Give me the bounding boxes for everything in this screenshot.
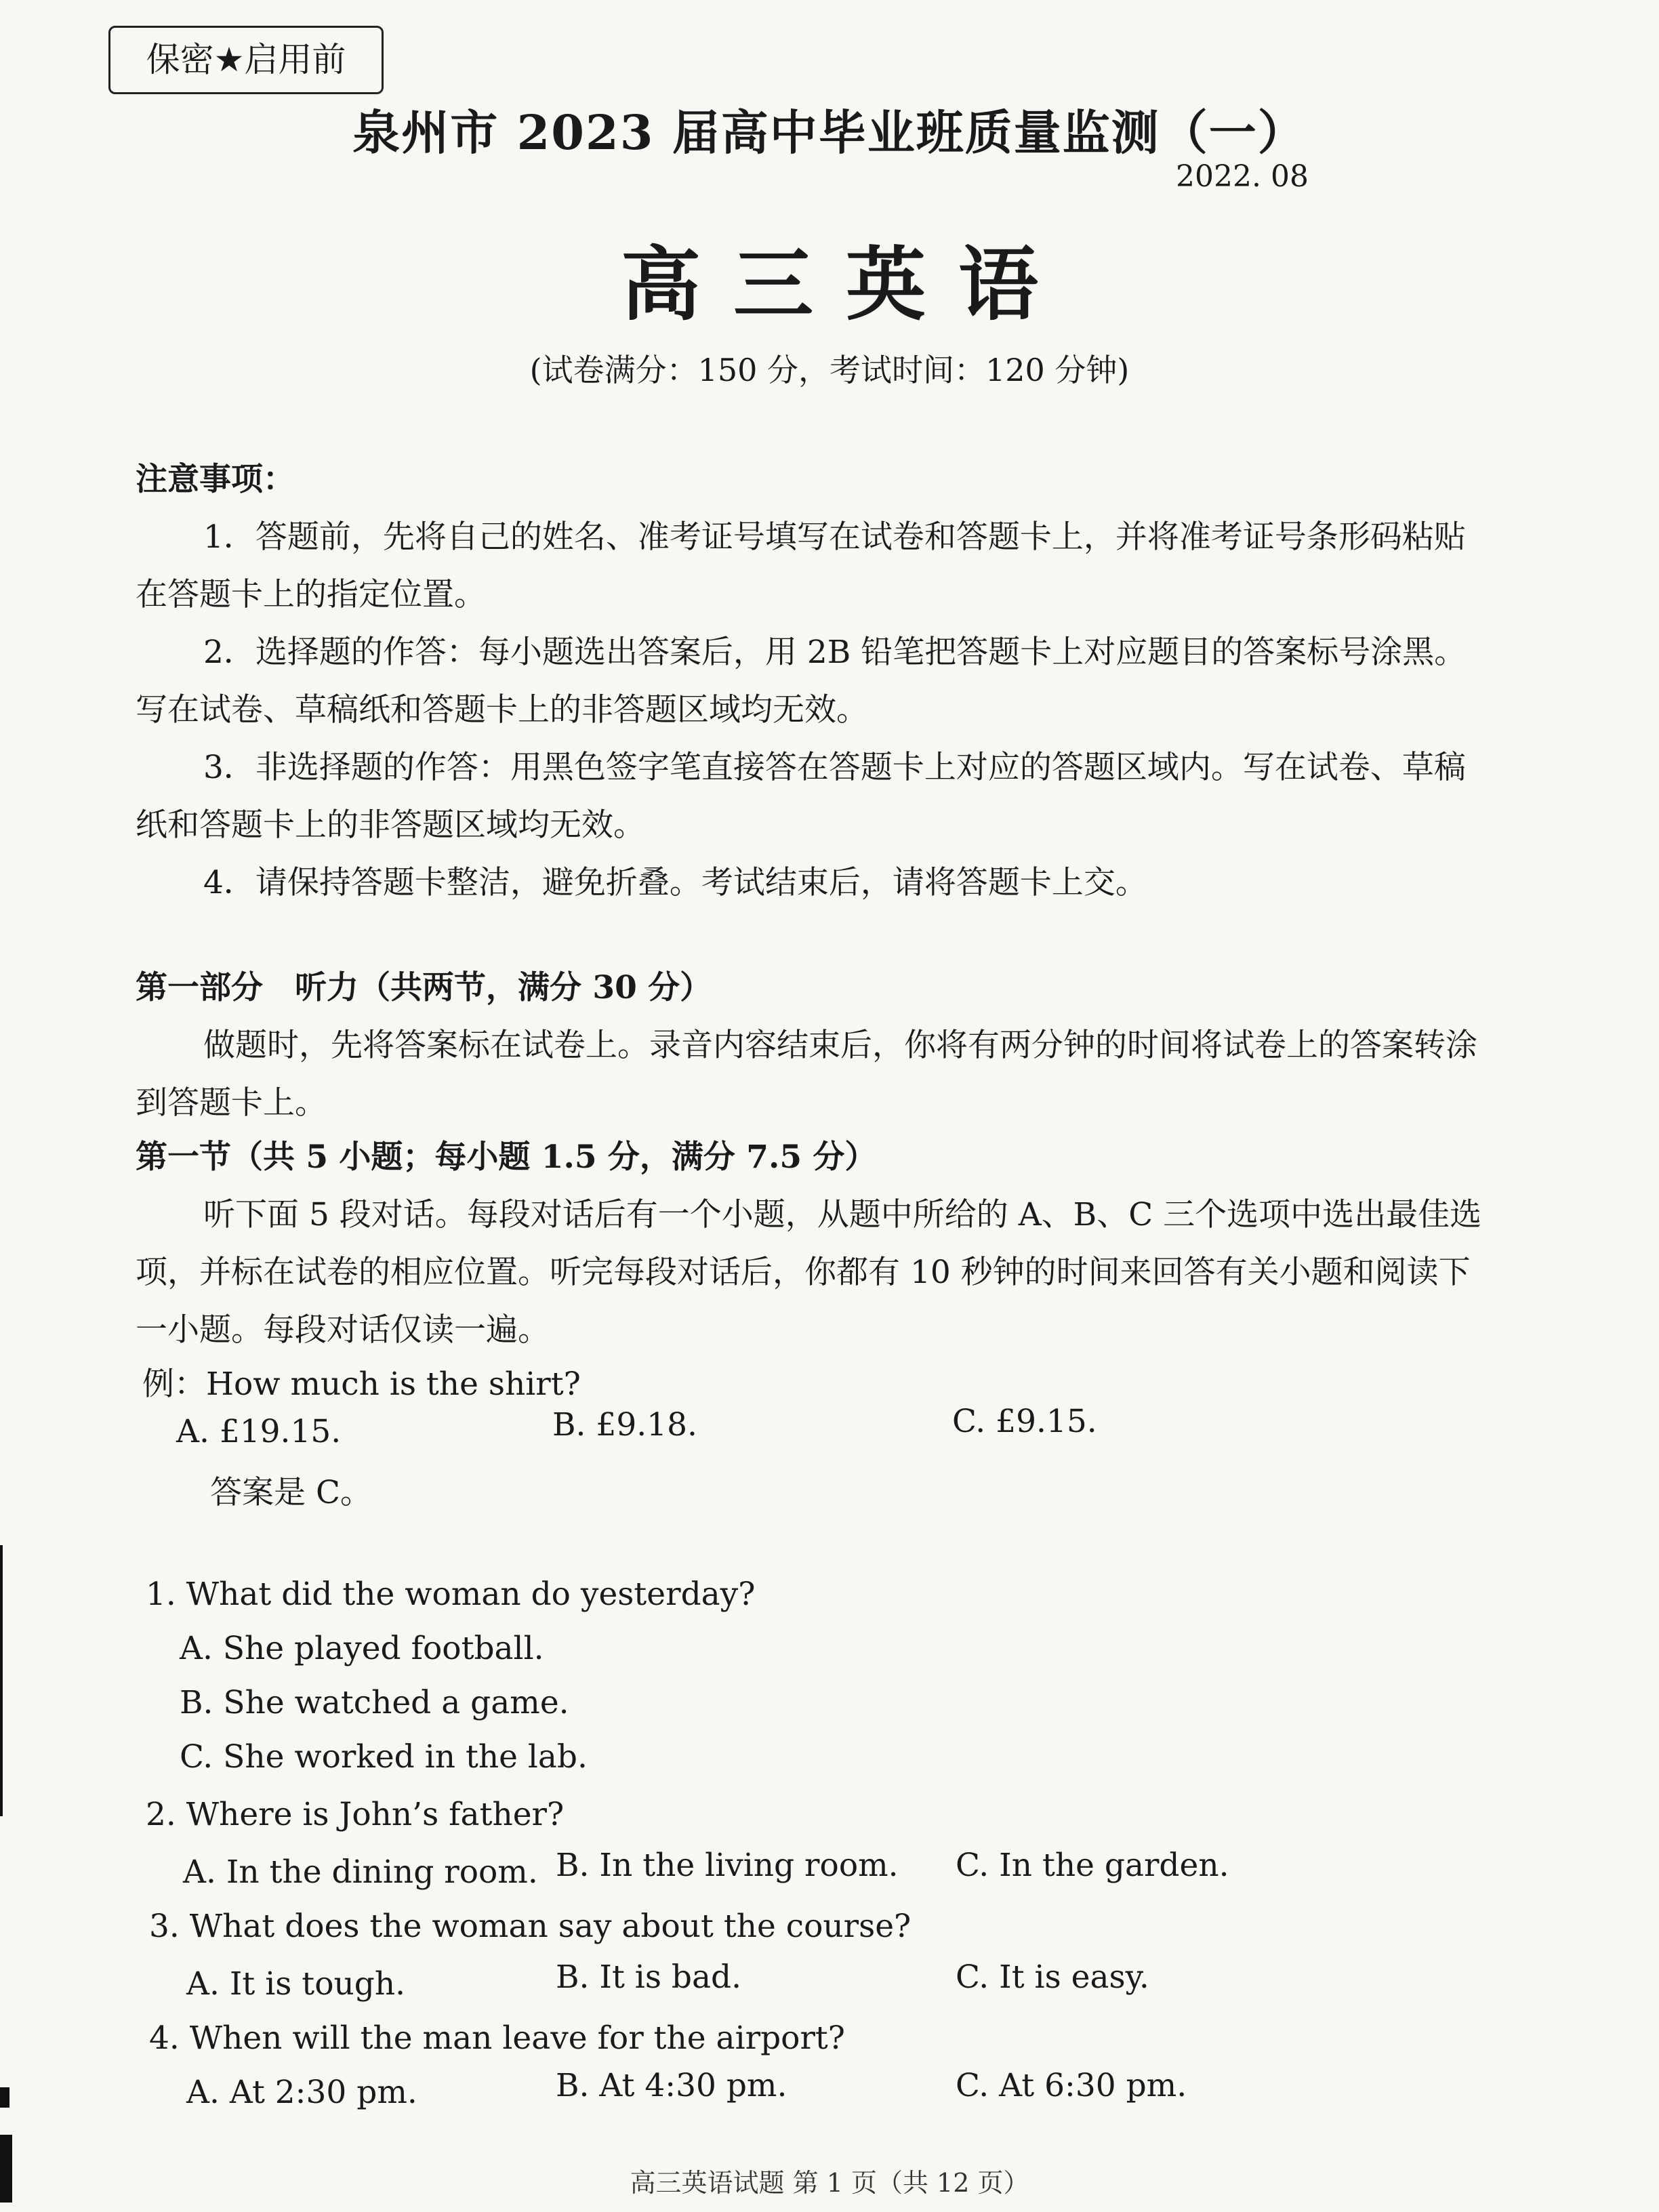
notice-item-1-line-2: 在答题卡上的指定位置。 [136, 576, 486, 613]
question-3-option-b: B. It is bad. [556, 1959, 742, 1996]
part1-heading: 第一部分 听力（共两节，满分 30 分） [136, 969, 712, 1006]
example-option-b: B. £9.18. [552, 1406, 697, 1443]
notice-item-3-line-1: 3．非选择题的作答：用黑色签字笔直接答在答题卡上对应的答题区域内。写在试卷、草稿 [203, 749, 1466, 786]
question-3-option-c: C. It is easy. [956, 1959, 1149, 1996]
exam-title: 泉州市 2023 届高中毕业班质量监测（一） [352, 104, 1307, 161]
section1-line-1: 听下面 5 段对话。每段对话后有一个小题，从题中所给的 A、B、C 三个选项中选出最佳选 [203, 1196, 1482, 1233]
example-option-a: A. £19.15. [176, 1413, 342, 1450]
notice-item-1-line-1: 1．答题前，先将自己的姓名、准考证号填写在试卷和答题卡上，并将准考证号条形码粘贴 [203, 518, 1466, 556]
question-1-option-a: A. She played football. [180, 1630, 544, 1667]
question-2-option-c: C. In the garden. [956, 1847, 1229, 1884]
question-2-option-b: B. In the living room. [556, 1847, 899, 1884]
question-1-option-b: B. She watched a game. [180, 1684, 569, 1721]
notice-item-2-line-1: 2．选择题的作答：每小题选出答案后，用 2B 铅笔把答题卡上对应题目的答案标号涂黑。 [203, 634, 1467, 671]
notice-item-3-line-2: 纸和答题卡上的非答题区域均无效。 [136, 806, 645, 844]
question-3: 3. What does the woman say about the course? [149, 1908, 912, 1945]
scan-edge-mark [0, 2135, 12, 2203]
example-answer: 答案是 C。 [210, 1474, 372, 1511]
confidential-stamp: 保密★启用前 [108, 26, 384, 94]
question-1: 1. What did the woman do yesterday? [146, 1576, 756, 1613]
question-2-option-a: A. In the dining room. [183, 1853, 538, 1891]
question-1-option-c: C. She worked in the lab. [180, 1738, 588, 1776]
notice-item-4: 4．请保持答题卡整洁，避免折叠。考试结束后，请将答题卡上交。 [203, 864, 1147, 901]
part1-intro-line-1: 做题时，先将答案标在试卷上。录音内容结束后，你将有两分钟的时间将试卷上的答案转涂 [203, 1027, 1477, 1064]
question-4-option-b: B. At 4:30 pm. [556, 2067, 787, 2104]
example-option-c: C. £9.15. [952, 1403, 1097, 1440]
section1-line-2: 项，并标在试卷的相应位置。听完每段对话后，你都有 10 秒钟的时间来回答有关小题和阅读下 [136, 1254, 1471, 1291]
notice-heading: 注意事项： [136, 461, 295, 498]
question-3-option-a: A. It is tough. [186, 1965, 406, 2003]
scan-edge-mark [0, 1545, 3, 1816]
score-info: (试卷满分：150 分，考试时间：120 分钟) [529, 352, 1130, 388]
question-4-option-a: A. At 2:30 pm. [186, 2074, 417, 2111]
scan-edge-mark [0, 2087, 9, 2108]
example-question: 例：How much is the shirt? [142, 1366, 581, 1403]
part1-intro-line-2: 到答题卡上。 [136, 1084, 327, 1122]
exam-date: 2022. 08 [1176, 159, 1309, 194]
section1-line-3: 一小题。每段对话仅读一遍。 [136, 1311, 550, 1349]
question-2: 2. Where is John’s father? [146, 1796, 565, 1833]
section1-heading: 第一节（共 5 小题；每小题 1.5 分，满分 7.5 分） [136, 1139, 877, 1176]
page-footer: 高三英语试题 第 1 页（共 12 页） [630, 2168, 1029, 2198]
subject-title: 高三英语 [620, 237, 1071, 331]
question-4: 4. When will the man leave for the airport? [149, 2020, 846, 2057]
question-4-option-c: C. At 6:30 pm. [956, 2067, 1187, 2104]
notice-item-2-line-2: 写在试卷、草稿纸和答题卡上的非答题区域均无效。 [136, 691, 868, 729]
